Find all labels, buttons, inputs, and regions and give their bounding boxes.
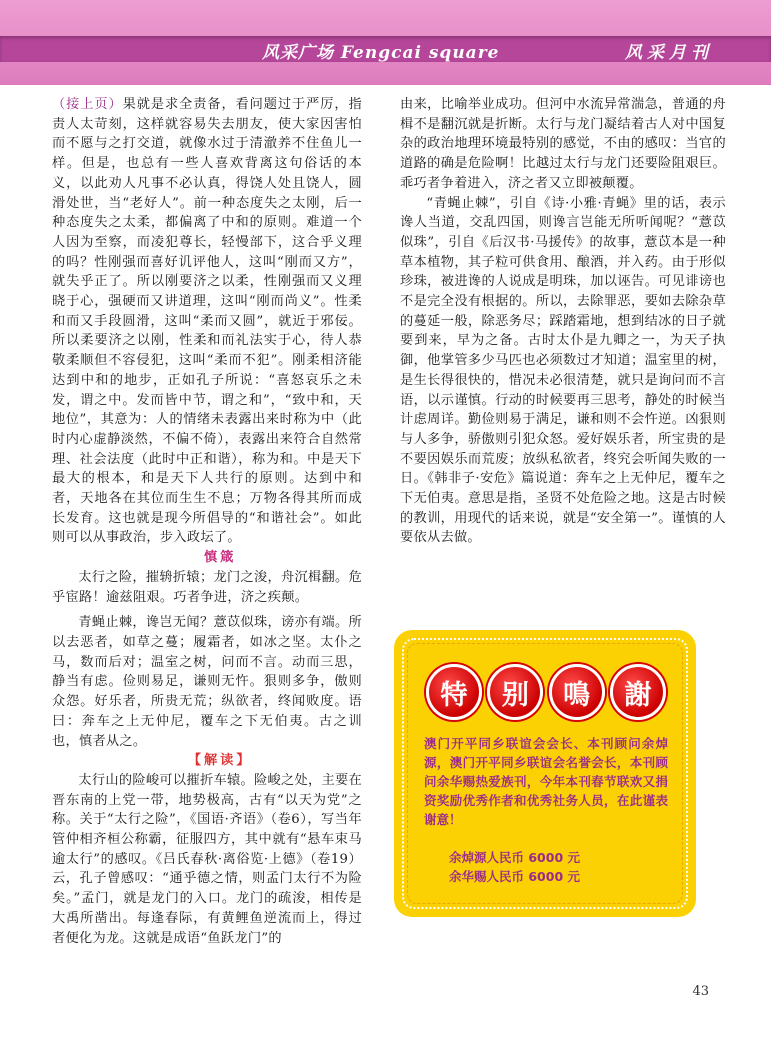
thanks-banner <box>426 664 666 720</box>
header-bar <box>0 0 771 85</box>
banner-char: 特 <box>426 664 482 720</box>
banner-char: 謝 <box>610 664 666 720</box>
article-paragraph: “青蝇止棘”，引自《诗·小雅·青蝇》里的话，表示谗人当道，交乱四国，则谗言岂能无所听闻呢？“薏苡似珠”，引自《后汉书·马援传》的故事，薏苡本是一种草本植物，其子粒可供食用、酿酒，并入药。由于形似珍珠，被进谗的人说成是明珠，加以诬告。可见诽谤也不是完全没有根据的。所以，去除罪恶，要如去除杂草的蔓延一般，除恶务尽；踩踏霜地，想到结冰的日子就要到来，早为之备。古时太仆是九卿之一，为天子执御，他掌管多少马匹也必须数过才知道；温室里的树，是生长得很快的，惜况未必很清楚，就只是询问而不言语，以示谨慎。行动的时候要再三思考，静处的时候当计虑周详。勤俭则易于满足，谦和则不会忤逆。凶狠则与人多争，骄傲则引犯众怒。爱好娱乐者，所宝贵的是不要因娱乐而荒废；放纵私欲者，终究会听闻失败的一日。《韩非子·安危》篇说道：奔车之上无仲尼，覆车之下无伯夷。意思是指，圣贤不处危险之地。这是古时候的教训，用现代的话来说，就是“安全第一”。谨慎的人要依从去做。 <box>400 195 726 546</box>
notice-text: 澳门开平同乡联谊会会长、本刊顾问余焯源，澳门开平同乡联谊会名誉会长，本刊顾问余华赐热爱族刊，今年本刊春节联欢又捐资奖励优秀作者和优秀社务人员，在此谨表谢意！ <box>424 736 668 827</box>
article-paragraph: 太行山的险峻可以摧折车辕。险峻之处，主要在晋东南的上党一带，地势极高，古有“以天为党”之称。关于“太行之险”，《国语·齐语》（卷6），写当年管仲相齐桓公称霸，征服四方，其中就有“悬车束马逾太行”的感叹。《吕氏春秋·离俗览·上德》（卷19）云，孔子曾感叹：“通乎德之情，则孟门太行不为险矣。”孟门，就是龙门的入口。龙门的疏浚，相传是大禹所凿出。每逢春际，有黄鲤鱼逆流而上，得过者便化为龙。这就是成语“鱼跃龙门”的 <box>52 772 362 946</box>
banner-char: 别 <box>487 664 543 720</box>
paragraph-text: 果就是求全责备，看问题过于严厉，指责人太苛刻，这样就容易失去朋友，使大家因害怕而不愿与之打交道，就像水过于清澈养不住鱼儿一样。但是，也总有一些人喜欢背离这句俗话的本义，以此劝人凡事不必认真，得饶人处且饶人，圆滑处世，当“老好人”。前一种态度失之太刚，后一种态度失之太柔，都偏离了中和的原则。难道一个人因为至察，而凌犯尊长，轻慢部下，这合乎义理的吗？性刚强而喜好讥评他人，这叫“刚而又方”，就失乎正了。所以刚要济之以柔，性刚强而又义理晓于心，强硬而又讲道理，这叫“刚而尚义”。性柔和而又手段圆滑，这叫“柔而又圆”，就近于邪佞。所以柔要济之以刚，性柔和而礼法实于心，待人恭敬柔顺但不容侵犯，这叫“柔而不犯”。刚柔相济能达到中和的地步，正如孔子所说：“喜怒哀乐之未发，谓之中。发而皆中节，谓之和”，“致中和，天地位”，其意为：人的情绪未表露出来时称为中（此时内心虚静淡然，不偏不倚），表露出来符合自然常理、社会法度（此时中正和谐），称为和。中是天下最大的根本，和是天下人共行的原则。达到中和者，天地各在其位而生生不息；万物各得其所而成长发育。这也就是现今所倡导的“和谐社会”。如此则可以从事政治，步入政坛了。 <box>52 97 363 546</box>
page-number: 43 <box>692 984 709 999</box>
article-paragraph: 由来，比喻举业成功。但河中水流异常湍急，普通的舟楫不是翻沉就是折断。太行与龙门凝结着古人对中国复杂的政治地理环境最特别的感觉，不由的感叹：当官的道路的确是危险啊！比越过太行与龙门还要险阻艰巨。乖巧者争着进入，济之者又立即被颠覆。 <box>400 97 726 191</box>
right-column <box>400 95 726 548</box>
article-paragraph: 太行之险，摧辀折辕；龙门之浚，舟沉楫翻。危乎宦路！逾兹阻艰。巧者争进，济之疾颠。 <box>52 569 362 605</box>
thanks-notice-box <box>394 630 696 917</box>
left-column <box>52 95 362 948</box>
magazine-name: 风采月刊 <box>625 43 713 63</box>
section-title-header: 风采广场 Fengcai square <box>262 43 500 63</box>
donation-line: 余华赐人民币 6000 元 <box>449 869 580 884</box>
donation-line: 余焯源人民币 6000 元 <box>449 850 580 865</box>
article-paragraph: 青蝇止棘，谗岂无闻？薏苡似珠，谤亦有端。所以去恶者，如草之蔓；履霜者，如冰之坚。太仆之马，数而后对；温室之树，问而不言。动而三思，静当有虑。俭则易足，谦则无忤。狠则多争，傲则众怨。好乐者，所贵无荒；纵欲者，终闻败度。语曰：奔车之上无仲尼，覆车之下无伯夷。古之训也，慎者从之。 <box>52 615 362 749</box>
continued-label: （接上页） <box>52 97 123 112</box>
jiedu-label: 【解读】 <box>187 753 253 769</box>
donation-list <box>449 848 669 886</box>
section-heading: 慎箴 <box>204 550 237 566</box>
banner-char: 鳴 <box>549 664 605 720</box>
article-paragraph <box>52 95 362 548</box>
jiedu-heading <box>52 751 362 771</box>
